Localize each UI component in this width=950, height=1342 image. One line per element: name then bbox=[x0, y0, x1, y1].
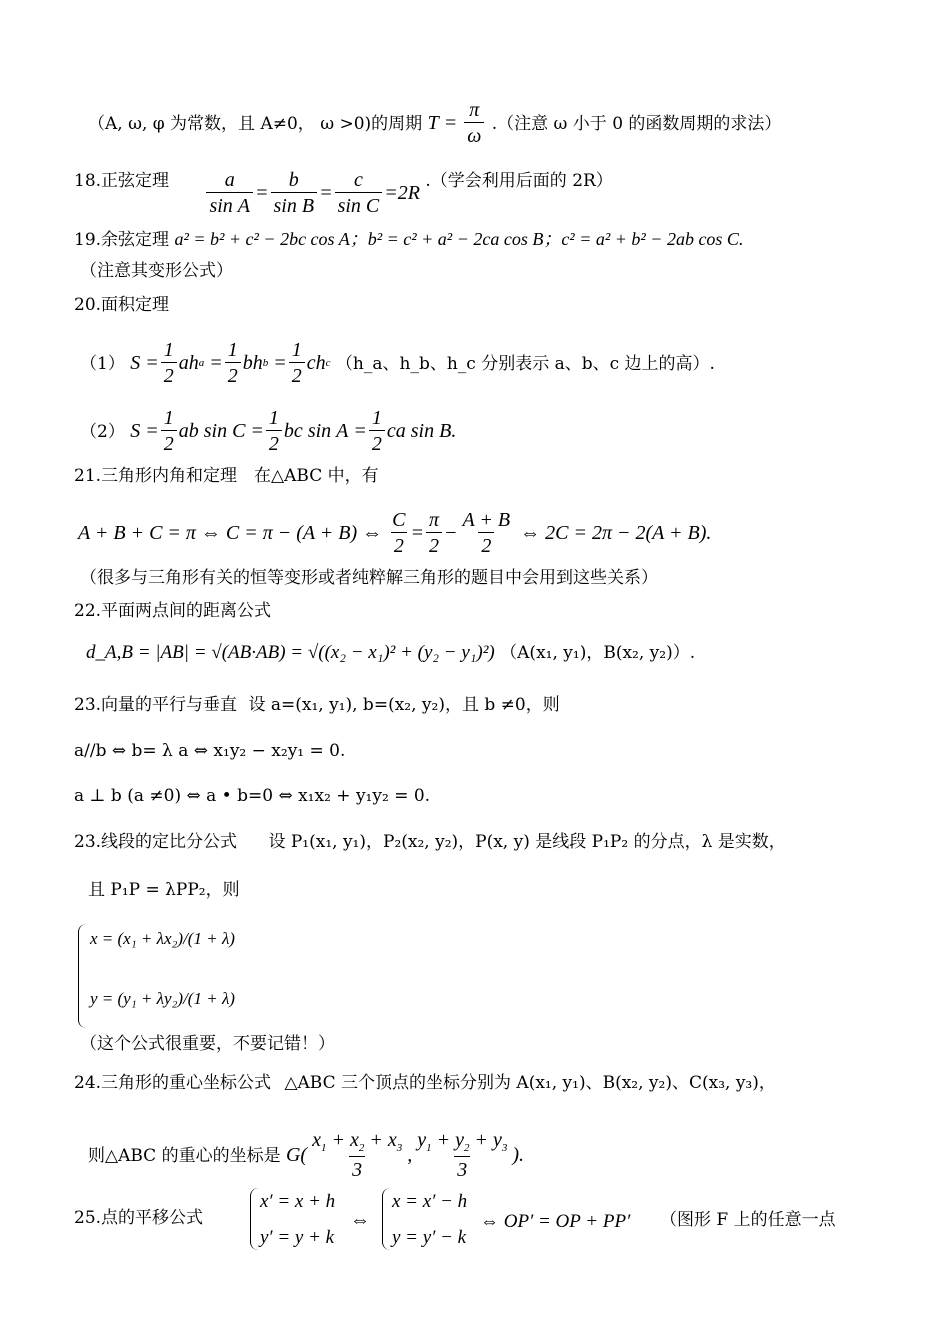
centroid-formula: G( $\frac{x_1 + x_2 + x_3}{3}$ , $\frac{y_1 + y_2 + y_3}{3}$ ). bbox=[285, 1129, 525, 1181]
section-formula-y: y = (y₁ + λy₂)/(1 + λ) bbox=[90, 989, 235, 1008]
translation-sys1-a: x′ = x + h bbox=[260, 1191, 336, 1212]
cosine-law-label: 19.余弦定理 bbox=[74, 230, 170, 250]
sine-law-line bbox=[74, 170, 613, 216]
vector-condition: 设 a=(x₁, y₁), b=(x₂, y₂)，且 b ≠0，则 bbox=[248, 695, 560, 715]
angle-sum-note: （很多与三角形有关的恒等变形或者纯粹解三角形的题目中会用到这些关系） bbox=[80, 568, 658, 588]
translation-iff: ⇔ bbox=[350, 1209, 370, 1231]
sine-law-label: 18.正弦定理 bbox=[74, 171, 170, 191]
area-formula-1-prefix: （1） bbox=[80, 354, 125, 374]
section-formula-line bbox=[74, 834, 786, 851]
area-formula-2-prefix: （2） bbox=[80, 422, 125, 442]
section-formula-text: 设 P₁(x₁, y₁)，P₂(x₂, y₂)，P(x, y) 是线段 P₁P₂ 的分点，λ 是实数， bbox=[268, 832, 786, 852]
cosine-law-line bbox=[74, 230, 743, 249]
period-note-suffix: .（注意 ω 小于 0 的函数周期的求法） bbox=[491, 114, 782, 134]
period-note-line bbox=[88, 100, 781, 146]
section-brace bbox=[78, 924, 89, 1028]
angle-sum-formula: A + B + C = π ⇔ C = π − (A + B) ⇔ $\frac{C}{2}$ = $\frac{\pi}{2}$ − $\frac{A + B}{2}$ ⇔ 2C = 2π − 2(A + B). bbox=[78, 509, 712, 557]
section-formula-label: 23.线段的定比分公式 bbox=[74, 832, 238, 852]
translation-brace-1 bbox=[250, 1188, 259, 1250]
angle-sum-label: 21.三角形内角和定理 在△ABC 中，有 bbox=[74, 466, 379, 486]
area-theorem-label: 20.面积定理 bbox=[74, 295, 170, 315]
centroid-result-prefix: 则△ABC 的重心的坐标是 bbox=[88, 1146, 281, 1166]
cosine-law-note: （注意其变形公式） bbox=[80, 261, 233, 281]
centroid-result-line bbox=[88, 1130, 524, 1180]
angle-sum-formula-line bbox=[78, 510, 711, 556]
area-formula-1-line bbox=[80, 340, 715, 386]
area-formula-2-line bbox=[80, 408, 456, 454]
section-formula-condition: 且 P₁P = λPP₂，则 bbox=[88, 880, 240, 900]
distance-formula: d_A,B = |AB| = √(AB·AB) = √((x₂ − x₁)² + (y₂ − y₁)²) bbox=[86, 642, 495, 663]
distance-note: （A(x₁, y₁)，B(x₂, y₂)）. bbox=[500, 643, 696, 663]
vector-perpendicular: a ⊥ b (a ≠0) ⇔ a • b=0 ⇔ x₁x₂ + y₁y₂ = 0. bbox=[74, 786, 431, 806]
translation-note: （图形 F 上的任意一点 bbox=[660, 1210, 836, 1230]
distance-formula-line bbox=[86, 643, 695, 662]
translation-sys2-b: y = y′ − k bbox=[392, 1227, 467, 1248]
cosine-law-formula: a² = b² + c² − 2bc cos A；b² = c² + a² − 2ca cos B；c² = a² + b² − 2ab cos C. bbox=[174, 229, 744, 249]
translation-sys2-a: x = x′ − h bbox=[392, 1191, 468, 1212]
vector-line bbox=[74, 697, 560, 714]
section-formula-note: （这个公式很重要，不要记错！） bbox=[80, 1034, 335, 1054]
centroid-line bbox=[74, 1075, 776, 1092]
translation-sys1-b: y′ = y + k bbox=[260, 1227, 335, 1248]
vector-label: 23.向量的平行与垂直 bbox=[74, 695, 238, 715]
vector-parallel: a//b ⇔ b= λ a ⇔ x₁y₂ − x₂y₁ = 0. bbox=[74, 741, 346, 761]
translation-brace-2 bbox=[382, 1188, 391, 1250]
period-formula: T = $\frac{\pi}{\omega}$ bbox=[428, 100, 487, 146]
centroid-text: △ABC 三个顶点的坐标分别为 A(x₁, y₁)、B(x₂, y₂)、C(x₃, y₃)， bbox=[284, 1073, 776, 1093]
translation-label: 25.点的平移公式 bbox=[74, 1208, 204, 1228]
sine-law-note: .（学会利用后面的 2R） bbox=[425, 171, 613, 191]
area-formula-1: S = $\frac{1}{2}$ ah a = $\frac{1}{2}$ bh b = $\frac{1}{2}$ ch c bbox=[130, 339, 331, 387]
centroid-label: 24.三角形的重心坐标公式 bbox=[74, 1073, 272, 1093]
period-note-prefix: （A, ω, φ 为常数，且 A≠0， ω >0)的周期 bbox=[88, 114, 423, 134]
distance-label: 22.平面两点间的距离公式 bbox=[74, 601, 272, 621]
area-formula-2: S = $\frac{1}{2}$ ab sin C = $\frac{1}{2}$ bc sin A = $\frac{1}{2}$ ca sin B. bbox=[130, 407, 457, 455]
section-formula-x: x = (x₁ + λx₂)/(1 + λ) bbox=[90, 929, 235, 948]
area-formula-1-note: （h_a、h_b、h_c 分别表示 a、b、c 边上的高）. bbox=[335, 354, 715, 374]
translation-vector: ⇔ OP′ = OP + PP′ bbox=[480, 1211, 631, 1232]
sine-law-formula: $\frac{a}{\text{sin A}}$ = $\frac{b}{\text{sin B}}$ = $\frac{c}{\text{sin C}}$ = 2 R bbox=[204, 170, 420, 216]
